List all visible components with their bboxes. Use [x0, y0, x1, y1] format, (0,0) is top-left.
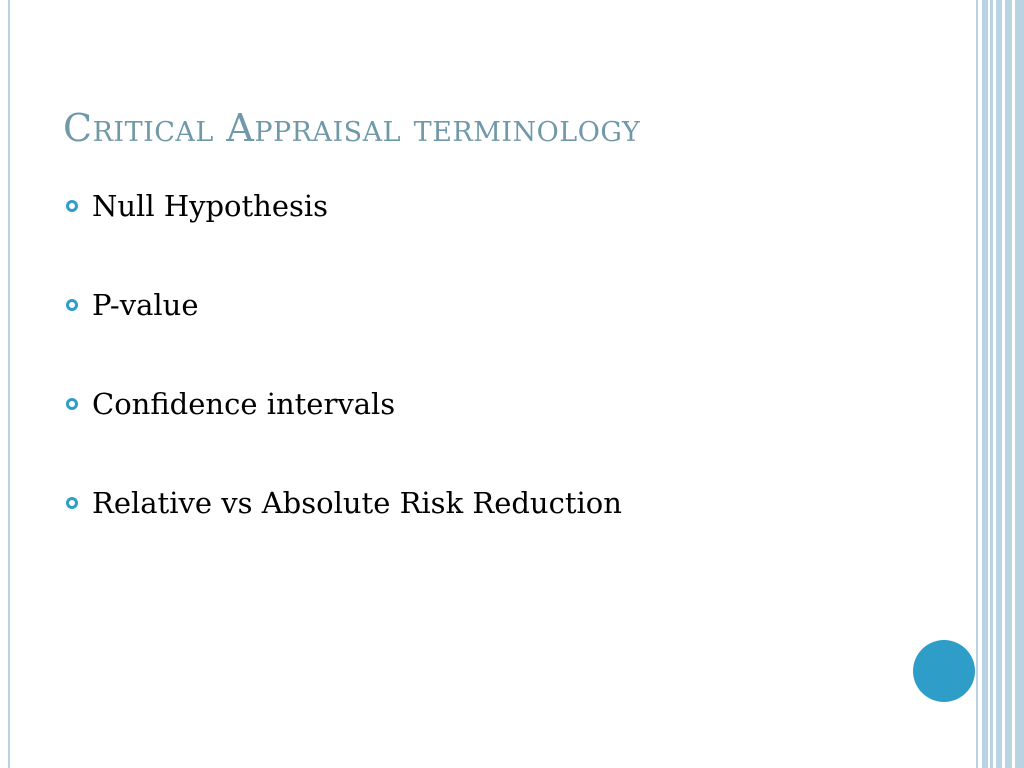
bullet-circle-icon: [64, 384, 92, 424]
slide-title: Critical Appraisal terminology: [63, 106, 641, 150]
bullet-text: P-value: [92, 288, 199, 322]
right-stripe: [982, 0, 988, 768]
right-stripe: [990, 0, 993, 768]
right-stripe: [976, 0, 978, 768]
right-stripe-gap: [1012, 0, 1015, 768]
right-stripe: [996, 0, 1002, 768]
bullet-list: [64, 186, 622, 582]
bullet-text: Null Hypothesis: [92, 189, 329, 223]
bullet-circle-icon: [64, 483, 92, 523]
bullet-text: Relative vs Absolute Risk Reduction: [92, 486, 622, 520]
decorative-circle: [913, 640, 975, 702]
bullet-item: [64, 483, 622, 582]
bullet-item: [64, 186, 622, 285]
left-frame-line: [8, 0, 10, 768]
bullet-circle-icon: [64, 285, 92, 325]
bullet-circle-icon: [64, 186, 92, 226]
bullet-text: Confidence intervals: [92, 387, 396, 421]
bullet-item: [64, 285, 622, 384]
bullet-item: [64, 384, 622, 483]
